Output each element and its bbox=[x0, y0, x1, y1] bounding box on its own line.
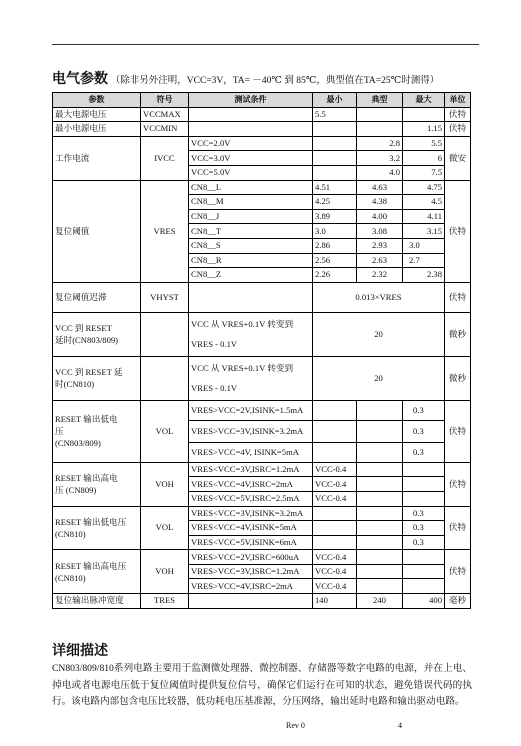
max-cell: 1.15 bbox=[403, 122, 445, 137]
min-cell bbox=[313, 151, 357, 166]
cond-cell bbox=[189, 312, 313, 356]
param-cell bbox=[53, 356, 141, 400]
param-cell: 最小电源电压 bbox=[53, 122, 141, 137]
typ-cell bbox=[357, 420, 403, 442]
max-cell bbox=[403, 550, 445, 565]
min-cell: 4.25 bbox=[313, 195, 357, 210]
typ-cell bbox=[357, 491, 403, 506]
typ-cell bbox=[357, 400, 403, 420]
col-header: 典型 bbox=[357, 93, 403, 108]
unit-cell: 微安 bbox=[445, 136, 471, 180]
symbol-cell: VOH bbox=[141, 462, 189, 506]
param-cell bbox=[53, 550, 141, 594]
max-cell bbox=[403, 477, 445, 492]
param-line: 压 bbox=[55, 426, 64, 437]
cond-cell bbox=[189, 356, 313, 400]
symbol-cell: VCCMIN bbox=[141, 122, 189, 137]
cond-cell: CN8__M bbox=[189, 195, 313, 210]
min-cell bbox=[313, 165, 357, 180]
col-header: 测试条件 bbox=[189, 93, 313, 108]
symbol-cell: IVCC bbox=[141, 136, 189, 180]
typ-cell: 4.38 bbox=[357, 195, 403, 210]
section-note: （除非另外注明，VCC=3V，TA= －40℃ 到 85℃，典型值在TA=25℃时测得） bbox=[110, 76, 440, 86]
cond-cell: VRES>VCC=2V,ISRC=600uA bbox=[189, 550, 313, 565]
max-cell: 3.15 bbox=[403, 224, 445, 239]
cond-cell: CN8__L bbox=[189, 180, 313, 195]
cond-cell: CN8__S bbox=[189, 238, 313, 253]
cond-cell: VRES<VCC=5V,ISRC=2.5mA bbox=[189, 491, 313, 506]
typ-cell bbox=[357, 462, 403, 477]
typ-cell bbox=[357, 579, 403, 594]
typ-cell: 3.2 bbox=[357, 151, 403, 166]
max-cell: 0.3 bbox=[403, 506, 445, 521]
typ-cell: 0.013×VRES bbox=[313, 282, 445, 312]
symbol-cell: VOL bbox=[141, 400, 189, 462]
cond-cell bbox=[189, 122, 313, 137]
cond-cell: VRES<VCC=3V,ISINK=3.2mA bbox=[189, 506, 313, 521]
min-cell: VCC-0.4 bbox=[313, 550, 357, 565]
max-cell: 400 bbox=[403, 594, 445, 609]
min-cell: 2.26 bbox=[313, 268, 357, 283]
min-cell: 3.0 bbox=[313, 224, 357, 239]
param-line: (CN810) bbox=[55, 528, 86, 539]
max-cell: 0.3 bbox=[403, 420, 445, 442]
max-cell: 4.5 bbox=[403, 195, 445, 210]
min-cell: 140 bbox=[313, 594, 357, 609]
unit-cell: 微秒 bbox=[445, 312, 471, 356]
symbol-cell: VOL bbox=[141, 506, 189, 550]
param-cell: 工作电流 bbox=[53, 136, 141, 180]
unit-cell: 伏特 bbox=[445, 462, 471, 506]
cond-cell: VRES<VCC=3V,ISRC=1.2mA bbox=[189, 462, 313, 477]
unit-cell: 毫秒 bbox=[445, 594, 471, 609]
param-line: VCC 到 RESET 延 bbox=[55, 367, 123, 378]
min-cell: 4.51 bbox=[313, 180, 357, 195]
typ-cell: 3.08 bbox=[357, 224, 403, 239]
typ-cell: 2.63 bbox=[357, 253, 403, 268]
min-cell: VCC-0.4 bbox=[313, 462, 357, 477]
param-cell: 复位输出脉冲宽度 bbox=[53, 594, 141, 609]
col-header: 单位 bbox=[445, 93, 471, 108]
symbol-cell: VCCMAX bbox=[141, 107, 189, 122]
param-line: RESET 输出高电 bbox=[55, 473, 118, 484]
typ-cell: 2.8 bbox=[357, 136, 403, 151]
max-cell: 0.3 bbox=[403, 535, 445, 550]
min-cell: VCC-0.4 bbox=[313, 491, 357, 506]
typ-cell bbox=[357, 550, 403, 565]
table-row bbox=[53, 550, 471, 565]
table-row bbox=[53, 136, 471, 151]
max-cell: 7.5 bbox=[403, 165, 445, 180]
typ-cell bbox=[357, 521, 403, 536]
min-cell bbox=[313, 400, 357, 420]
typ-cell bbox=[357, 506, 403, 521]
min-cell: 5.5 bbox=[313, 107, 357, 122]
param-cell: 最大电源电压 bbox=[53, 107, 141, 122]
section-title: 电气参数 bbox=[52, 71, 108, 87]
table-row bbox=[53, 594, 471, 609]
cond-cell bbox=[189, 282, 313, 312]
max-cell: 4.11 bbox=[403, 209, 445, 224]
min-cell: 2.86 bbox=[313, 238, 357, 253]
table-row bbox=[53, 312, 471, 356]
min-cell bbox=[313, 535, 357, 550]
cond-cell bbox=[189, 107, 313, 122]
symbol-cell: VOH bbox=[141, 550, 189, 594]
table-row bbox=[53, 400, 471, 420]
section-heading bbox=[52, 68, 439, 88]
cond-cell: VRES>VCC=2V,ISINK=1.5mA bbox=[189, 400, 313, 420]
max-cell bbox=[403, 579, 445, 594]
typ-cell: 2.93 bbox=[357, 238, 403, 253]
max-cell: 2.7 bbox=[403, 253, 445, 268]
max-cell: 6 bbox=[403, 151, 445, 166]
header-rule bbox=[52, 44, 479, 45]
col-header: 符号 bbox=[141, 93, 189, 108]
param-line: RESET 输出高电压 bbox=[55, 560, 127, 571]
typ-cell bbox=[357, 535, 403, 550]
cond-line: VCC 从 VRES+0.1V 转变到 bbox=[191, 319, 294, 330]
symbol-cell: VHYST bbox=[141, 282, 189, 312]
param-line: VCC 到 RESET bbox=[55, 323, 112, 334]
cond-cell: CN8__Z bbox=[189, 268, 313, 283]
param-line: (CN803/809) bbox=[55, 438, 101, 449]
typ-cell: 4.63 bbox=[357, 180, 403, 195]
table-row bbox=[53, 462, 471, 477]
cond-cell: VRES>VCC=4V, ISINK=5mA bbox=[189, 442, 313, 462]
table-row bbox=[53, 180, 471, 195]
symbol-cell bbox=[141, 312, 189, 356]
typ-cell bbox=[357, 477, 403, 492]
col-header: 最小 bbox=[313, 93, 357, 108]
param-cell: 复位阈值迟滞 bbox=[53, 282, 141, 312]
param-line: 压 (CN809) bbox=[55, 485, 97, 496]
max-cell: 0.3 bbox=[403, 400, 445, 420]
page-number: 4 bbox=[398, 721, 402, 730]
max-cell bbox=[403, 462, 445, 477]
cond-line: VRES - 0.1V bbox=[191, 339, 238, 350]
cond-line: VRES - 0.1V bbox=[191, 383, 238, 394]
cond-cell: VCC=5.0V bbox=[189, 165, 313, 180]
unit-cell: 伏特 bbox=[445, 550, 471, 594]
max-cell bbox=[403, 491, 445, 506]
cond-cell: VCC=3.0V bbox=[189, 151, 313, 166]
min-cell: 3.89 bbox=[313, 209, 357, 224]
unit-cell: 微秒 bbox=[445, 356, 471, 400]
col-header: 参数 bbox=[53, 93, 141, 108]
param-cell bbox=[53, 506, 141, 550]
min-cell bbox=[313, 420, 357, 442]
param-line: RESET 输出低电压 bbox=[55, 516, 127, 527]
param-line: (CN810) bbox=[55, 572, 86, 583]
min-cell bbox=[313, 136, 357, 151]
max-cell: 5.5 bbox=[403, 136, 445, 151]
param-cell bbox=[53, 400, 141, 462]
cond-cell: VRES>VCC=4V,ISRC=2mA bbox=[189, 579, 313, 594]
typ-cell bbox=[357, 442, 403, 462]
unit-cell: 伏特 bbox=[445, 122, 471, 137]
unit-cell: 伏特 bbox=[445, 282, 471, 312]
typ-cell: 240 bbox=[357, 594, 403, 609]
min-cell bbox=[313, 506, 357, 521]
min-cell: VCC-0.4 bbox=[313, 579, 357, 594]
table-row bbox=[53, 506, 471, 521]
cond-cell: CN8__T bbox=[189, 224, 313, 239]
max-cell: 0.3 bbox=[403, 521, 445, 536]
revision-label: Rev 0 bbox=[286, 721, 305, 730]
table-row bbox=[53, 282, 471, 312]
max-cell: 0.3 bbox=[403, 442, 445, 462]
col-header: 最大 bbox=[403, 93, 445, 108]
typ-cell: 4.00 bbox=[357, 209, 403, 224]
min-cell bbox=[313, 442, 357, 462]
param-cell: 复位阈值 bbox=[53, 180, 141, 282]
unit-cell: 伏特 bbox=[445, 180, 471, 282]
typ-cell: 20 bbox=[313, 312, 445, 356]
cond-cell: CN8__R bbox=[189, 253, 313, 268]
typ-cell bbox=[357, 107, 403, 122]
detail-paragraph: CN803/809/810系列电路主要用于监测微处理器、微控制器、存储器等数字电路的电源，并在上电、掉电或者电源电压低于复位阈值时提供复位信号，确保它们运行在可知的状态，避免错误代码的执行。该电路内部包含电压比较器，低功耗电压基准源，分压网络，输出延时电路和输出驱动电路。 bbox=[52, 663, 472, 707]
param-cell bbox=[53, 312, 141, 356]
cond-cell bbox=[189, 594, 313, 609]
unit-cell: 伏特 bbox=[445, 400, 471, 462]
cond-cell: VRES>VCC=3V,ISINK=3.2mA bbox=[189, 420, 313, 442]
cond-cell: VRES<VCC=4V,ISRC=2mA bbox=[189, 477, 313, 492]
param-line: 延时(CN803/809) bbox=[55, 335, 119, 346]
cond-cell: VRES<VCC=5V,ISINK=6mA bbox=[189, 535, 313, 550]
table-row bbox=[53, 122, 471, 137]
min-cell: VCC-0.4 bbox=[313, 477, 357, 492]
param-line: 时(CN810) bbox=[55, 379, 95, 390]
cond-cell: VRES<VCC=4V,ISINK=5mA bbox=[189, 521, 313, 536]
min-cell: 2.56 bbox=[313, 253, 357, 268]
max-cell bbox=[403, 107, 445, 122]
typ-cell bbox=[357, 564, 403, 579]
min-cell bbox=[313, 521, 357, 536]
typ-cell: 4.0 bbox=[357, 165, 403, 180]
symbol-cell bbox=[141, 356, 189, 400]
max-cell: 4.75 bbox=[403, 180, 445, 195]
unit-cell: 伏特 bbox=[445, 107, 471, 122]
cond-cell: VCC=2.0V bbox=[189, 136, 313, 151]
detail-title: 详细描述 bbox=[52, 643, 108, 659]
max-cell: 3.0 bbox=[403, 238, 445, 253]
max-cell bbox=[403, 564, 445, 579]
typ-cell: 20 bbox=[313, 356, 445, 400]
typ-cell bbox=[357, 122, 403, 137]
typ-cell: 2.32 bbox=[357, 268, 403, 283]
electrical-parameters-table bbox=[52, 92, 471, 609]
max-cell: 2.38 bbox=[403, 268, 445, 283]
min-cell: VCC-0.4 bbox=[313, 564, 357, 579]
param-cell bbox=[53, 462, 141, 506]
param-line: RESET 输出低电 bbox=[55, 414, 118, 425]
cond-cell: VRES>VCC=3V,ISRC=1.2mA bbox=[189, 564, 313, 579]
cond-cell: CN8__J bbox=[189, 209, 313, 224]
table-row bbox=[53, 107, 471, 122]
symbol-cell: TRES bbox=[141, 594, 189, 609]
symbol-cell: VRES bbox=[141, 180, 189, 282]
table-row bbox=[53, 356, 471, 400]
min-cell bbox=[313, 122, 357, 137]
cond-line: VCC 从 VRES+0.1V 转变到 bbox=[191, 363, 294, 374]
table-header-row bbox=[53, 93, 471, 108]
unit-cell: 伏特 bbox=[445, 506, 471, 550]
